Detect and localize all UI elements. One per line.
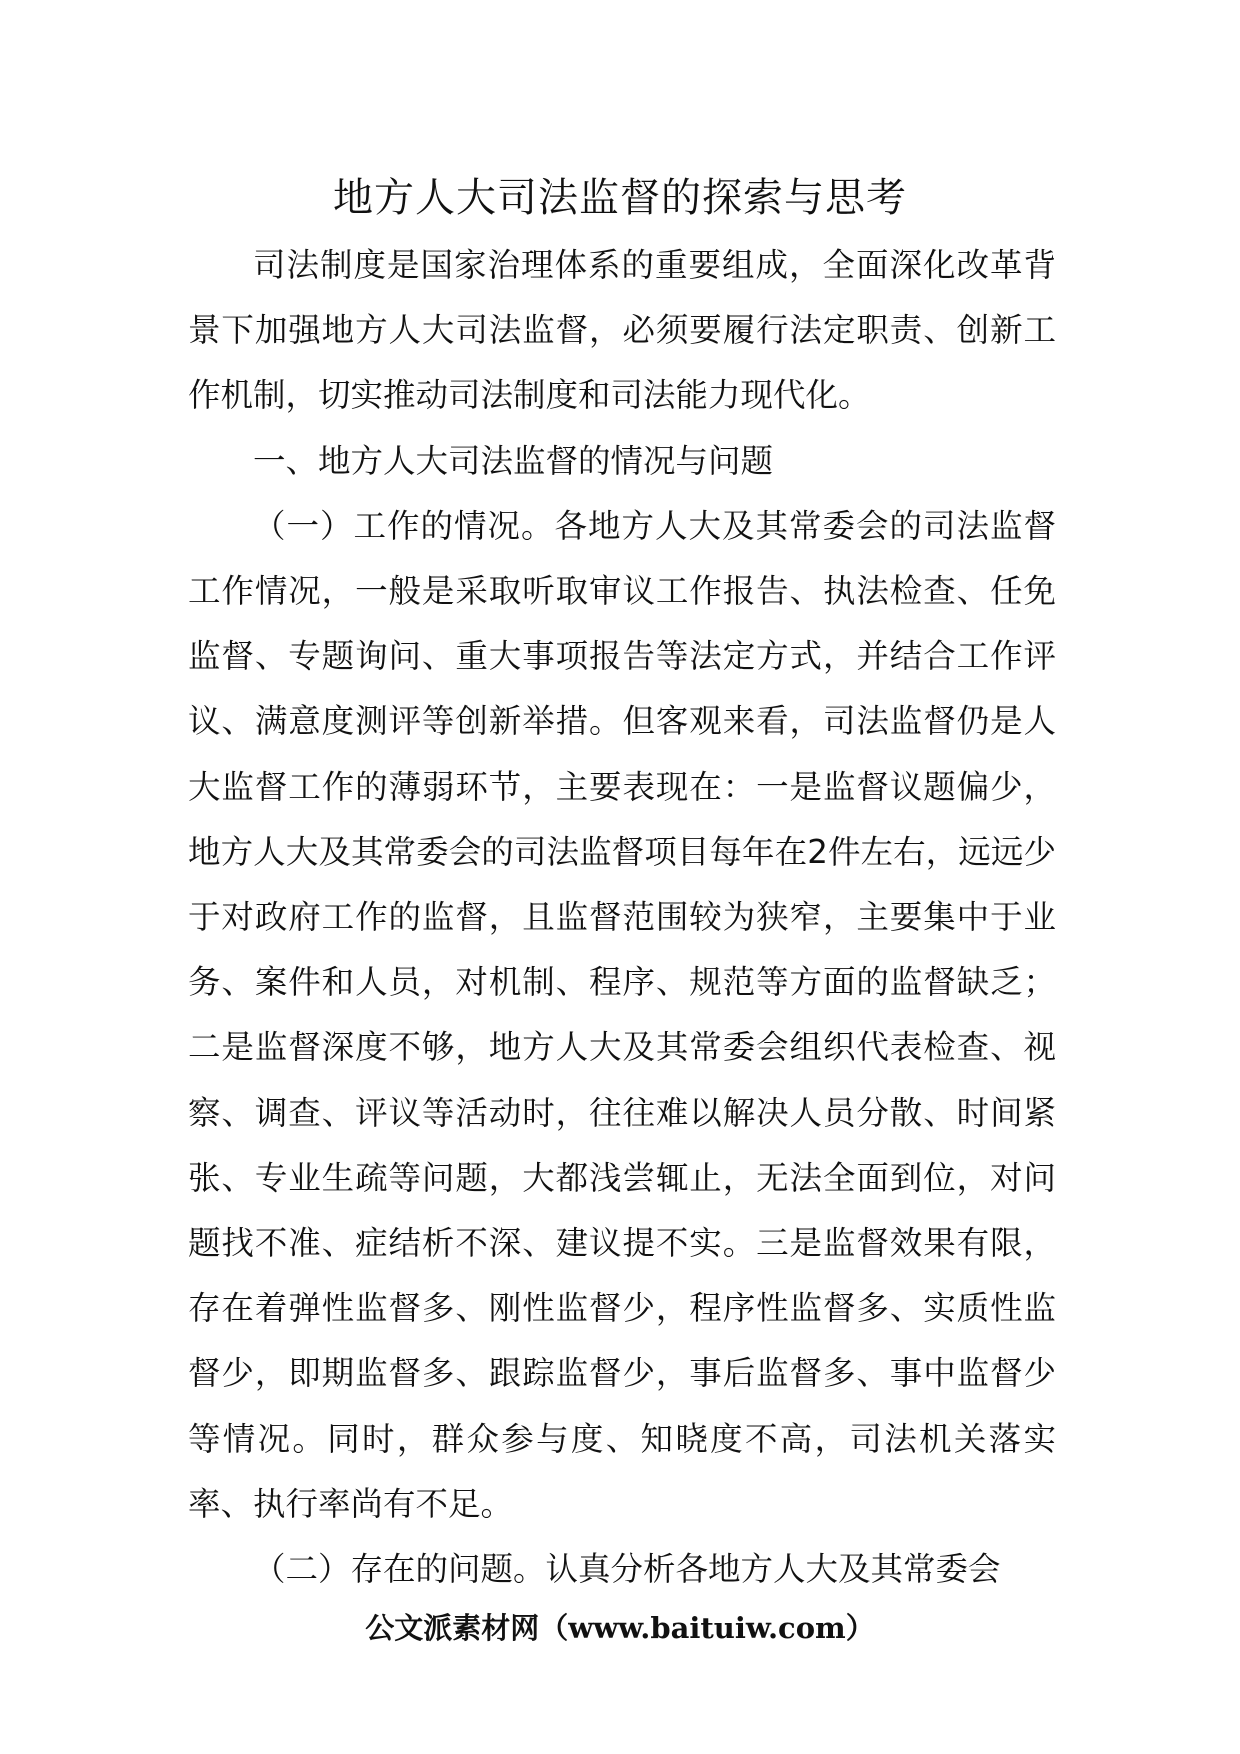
- document-body: [188, 233, 1056, 1602]
- paragraph-existing-problems: （二）存在的问题。认真分析各地方人大及其常委会: [253, 1550, 1001, 1589]
- footer-watermark: 公文派素材网（www.baituiw.com）: [365, 1611, 875, 1645]
- paragraph-work-situation: （一）工作的情况。各地方人大及其常委会的司法监督工作情况，一般是采取听取审议工作报告、执法检查、任免监督、专题询问、重大事项报告等法定方式，并结合工作评议、满意度测评等创新举措。但客观来看，司法监督仍是人大监督工作的薄弱环节，主要表现在：一是监督议题偏少，地方人大及其常委会的司法监督项目每年在2件左右，远远少于对政府工作的监督，且监督范围较为狭窄，主要集中于业务、案件和人员，对机制、程序、规范等方面的监督缺乏；二是监督深度不够，地方人大及其常委会组织代表检查、视察、调查、评议等活动时，往往难以解决人员分散、时间紧张、专业生疏等问题，大都浅尝辄止，无法全面到位，对问题找不准、症结析不深、建议提不实。三是监督效果有限，存在着弹性监督多、刚性监督少，程序性监督多、实质性监督少，即期监督多、跟踪监督少，事后监督多、事中监督少等情况。同时，群众参与度、知晓度不高，司法机关落实率、执行率尚有不足。: [188, 506, 1056, 1523]
- paragraph-intro: 司法制度是国家治理体系的重要组成，全面深化改革背景下加强地方人大司法监督，必须要履行法定职责、创新工作机制，切实推动司法制度和司法能力现代化。: [188, 246, 1056, 415]
- document-title: 地方人大司法监督的探索与思考: [333, 175, 907, 221]
- section-heading-1: 一、地方人大司法监督的情况与问题: [253, 441, 774, 480]
